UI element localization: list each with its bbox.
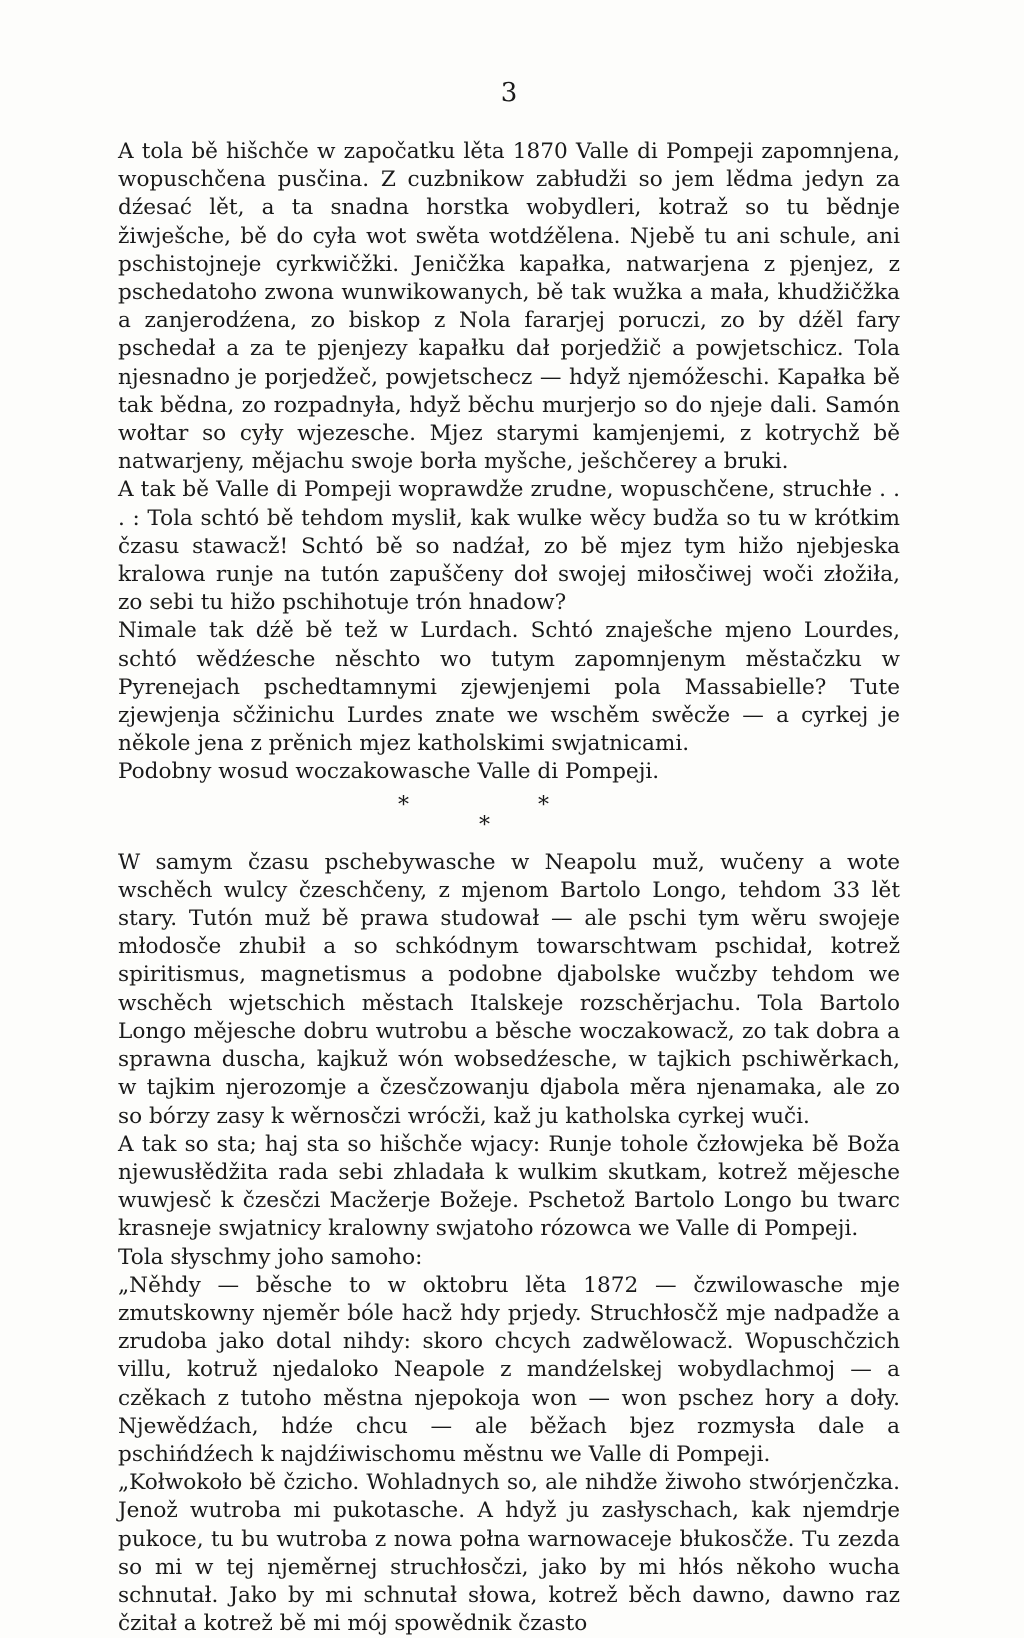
separator-star: * bbox=[398, 792, 409, 818]
quote-paragraph-2: „Kołwokoło bě čzicho. Wohladnych so, ale nihdže žiwoho stwórjenčzka. Jenož wutroba mi pukotasche. A hdyž ju zasłyschach, kak njemdrje pukoce, tu bu wutroba z nowa połna warnowaceje błukosčže. Tu zezda so mi w tej njeměrnej struchłosčzi, jako by mi hłós někoho wucha schnutał. Jako by mi schnutał słowa, kotrež běch dawno, dawno raz čzitał a kotrež bě mi mój spowědnik čzasto bbox=[118, 1470, 900, 1637]
section-separator bbox=[118, 787, 900, 849]
paragraph-4: Podobny wosud woczakowasche Valle di Pompeji. bbox=[118, 759, 660, 785]
paragraph-6: A tak so sta; haj sta so hišchče wjacy: Runje tohole čzłowjeka bě Boža njewusłědžita rada sebi zhladała k wulkim skutkam, kotrež mějesche wuwjesč k čzesčzi Macžerje Božeje. Pschetož Bartolo Longo bu twarc krasneje swjatnicy kralowny swjatoho rózowca we Valle di Pompeji. bbox=[118, 1131, 900, 1242]
paragraph-3: Nimale tak dźě bě tež w Lurdach. Schtó znaješche mjeno Lourdes, schtó wědźesche něschto wo tutym zapomnjenym městačzku w Pyrenejach pschedtamnymi zjewjenjemi pola Massabielle? Tute zjewjenja sčžinichu Lurdes znate we wschěm swěcže — a cyrkej je někole jena z prěnich mjez katholskimi swjatnicami. bbox=[118, 618, 900, 757]
separator-star: * bbox=[479, 812, 490, 838]
page-number: 3 bbox=[500, 78, 518, 108]
paragraph-7: Tola słyschmy joho samoho: bbox=[118, 1244, 423, 1270]
paragraph-2: A tak bě Valle di Pompeji woprawdže zrudne, wopuschčene, struchłe . . . : Tola schtó bě tehdom myslił, kak wulke wěcy budža so tu w krótkim čzasu stawacž! Schtó bě so nadźał, zo bě mjez tym hižo njebjeska kralowa runje na tutón zapuščeny doł swojej miłosčiwej woči złožiła, zo sebi tu hižo pschihotuje trón hnadow? bbox=[118, 477, 900, 616]
paragraph-1: A tola bě hišchče w započatku lěta 1870 Valle di Pompeji zapomnjena, wopuschčena pusčina. Z cuzbnikow zabłudži so jem lědma jedyn za dźesać lět, a ta snadna horstka wobydleri, kotraž so tu bědnje žiwješche, bě do cyła wot swěta wotdźělena. Njebě tu ani schule, ani pschistojneje cyrkwičžki. Jeničžka kapałka, natwarjena z pjenjez, z pschedatoho zwona wunwikowanych, bě tak wužka a mała, khudžičžka a zanjerodźena, zo biskop z Nola fararjej poruczi, zo by dźěl fary pschedał a za te pjenjezy kapałku dał porjedžič a powjetschicz. Tola njesnadno je porjedžeč, powjetschecz — hdyž njemóžeschi. Kapałka bě tak bědna, zo rozpadnyła, hdyž běchu murjerjo so do njeje dali. Samón wołtar so cyły wjezesche. Mjez starymi kamjenjemi, z kotrychž bě natwarjeny, mějachu swoje borła myšche, ješchčerey a bruki. bbox=[118, 139, 900, 475]
quote-paragraph-1: „Něhdy — běsche to w oktobru lěta 1872 — čzwilowasche mje zmutskowny njeměr bóle hacž hdy prjedy. Struchłosčž mje nadpadže a zrudoba jako dotal nihdy: skoro chcych zadwělowacž. Wopuschčzich villu, kotruž njedaloko Neapole z mandźelskej wobydlachmoj — a czěkach z tutoho městna njepokoja won — won pschez hory a doły. Njewědźach, hdźe chcu — ale běžach bjez rozmysła dale a pschińdźech k najdźiwischomu městnu we Valle di Pompeji. bbox=[118, 1272, 900, 1467]
separator-star: * bbox=[538, 792, 549, 818]
paragraph-5: W samym čzasu pschebywasche w Neapolu muž, wučeny a wote wschěch wulcy čzeschčeny, z mjenom Bartolo Longo, tehdom 33 lět stary. Tutón muž bě prawa studował — ale pschi tym wěru swojeje młodosče zhubił a so schkódnym towarschtwam pschidał, kotrež spiritismus, magnetismus a podobne djabolske wučzby tehdom we wschěch wjetschich městach Italskeje rozschěrjachu. Tola Bartolo Longo mějesche dobru wutrobu a běsche woczakowacž, zo tak dobra a sprawna duscha, kajkuž wón wobsedźesche, w tajkich pschiwěrkach, w tajkim njerozomje a čzesčzowanju djabola měra njenamaka, ale zo so bórzy zasy k wěrnosčzi wrócži, kaž ju katholska cyrkej wuči. bbox=[118, 849, 900, 1129]
